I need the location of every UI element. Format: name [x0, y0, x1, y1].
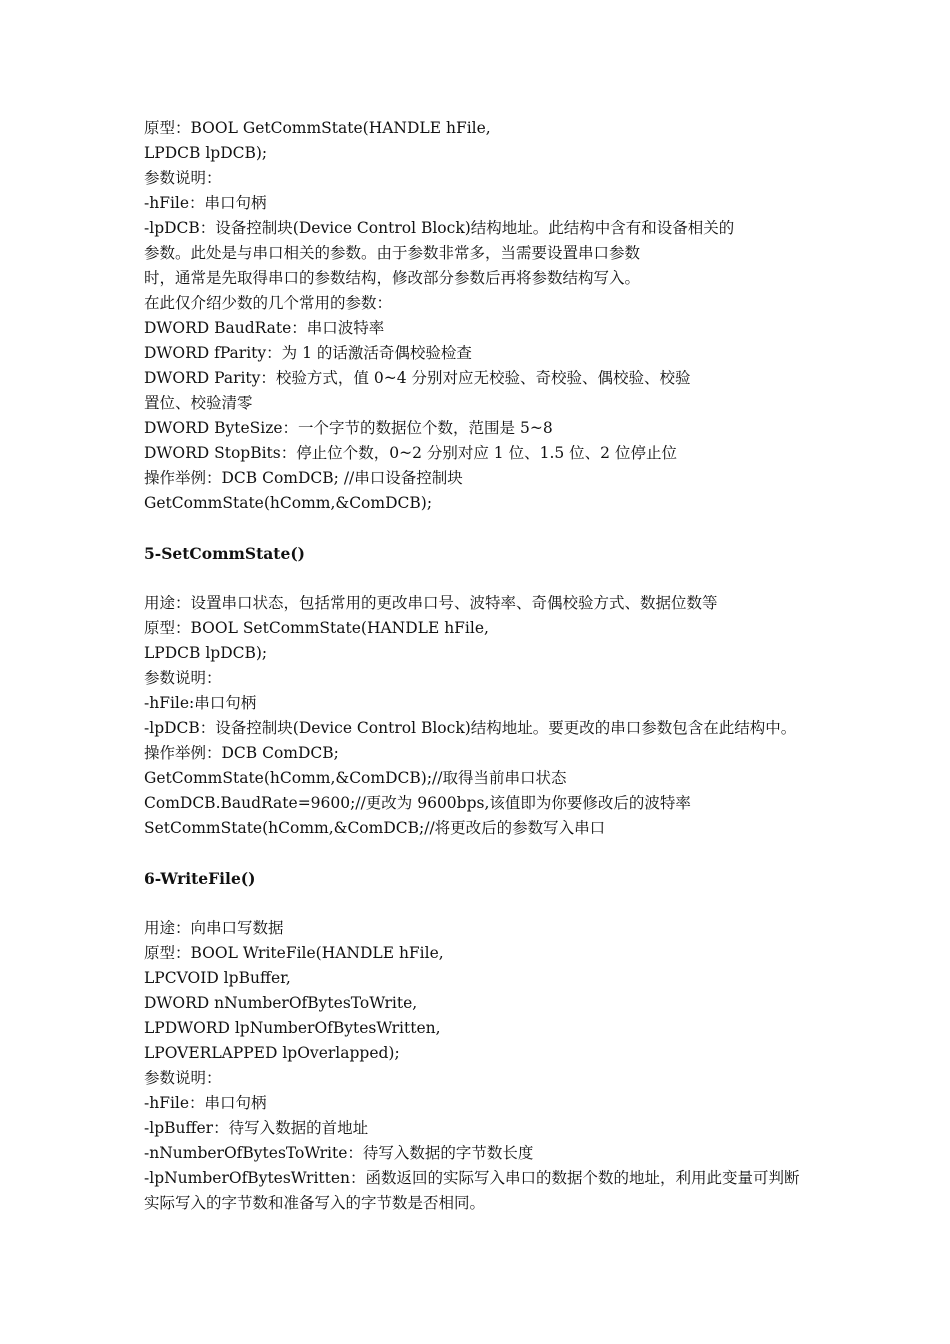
blank-line — [144, 841, 824, 866]
text-line: 参数说明： — [144, 169, 222, 187]
text-line: -lpDCB：设备控制块(Device Control Block)结构地址。要更改的串口参数包含在此结构中。 — [144, 719, 797, 737]
text-line: 原型：BOOL GetCommState(HANDLE hFile, — [144, 119, 491, 137]
text-line: 参数。此处是与串口相关的参数。由于参数非常多，当需要设置串口参数 — [144, 244, 641, 262]
text-line: 用途：设置串口状态，包括常用的更改串口号、波特率、奇偶校验方式、数据位数等 — [144, 594, 718, 612]
text-line: -lpBuffer：待写入数据的首地址 — [144, 1119, 369, 1137]
text-line: 原型：BOOL WriteFile(HANDLE hFile, — [144, 944, 444, 962]
text-line: DWORD ByteSize：一个字节的数据位个数，范围是 5~8 — [144, 419, 553, 437]
text-line: 操作举例：DCB ComDCB; — [144, 744, 339, 762]
text-line: -lpNumberOfBytesWritten：函数返回的实际写入串口的数据个数的地址，利用此变量可判断 — [144, 1169, 800, 1187]
text-line: 操作举例：DCB ComDCB; //串口设备控制块 — [144, 469, 463, 487]
text-line: DWORD Parity：校验方式，值 0~4 分别对应无校验、奇校验、偶校验、校验 — [144, 369, 691, 387]
text-line: GetCommState(hComm,&ComDCB); — [144, 494, 433, 512]
text-line: 在此仅介绍少数的几个常用的参数： — [144, 294, 393, 312]
text-line: 时，通常是先取得串口的参数结构，修改部分参数后再将参数结构写入。 — [144, 269, 641, 287]
blank-line — [144, 516, 824, 541]
document-body — [144, 116, 824, 1216]
text-line: -hFile:串口句柄 — [144, 694, 257, 712]
text-line: 实际写入的字节数和准备写入的字节数是否相同。 — [144, 1194, 486, 1212]
text-line: DWORD BaudRate：串口波特率 — [144, 319, 385, 337]
text-line: 用途：向串口写数据 — [144, 919, 284, 937]
text-line: 参数说明： — [144, 669, 222, 687]
text-line: 置位、校验清零 — [144, 394, 253, 412]
text-line: LPOVERLAPPED lpOverlapped); — [144, 1044, 400, 1062]
text-line: -nNumberOfBytesToWrite：待写入数据的字节数长度 — [144, 1144, 534, 1162]
text-line: DWORD StopBits：停止位个数，0~2 分别对应 1 位、1.5 位、2 位停止位 — [144, 444, 677, 462]
text-line: 参数说明： — [144, 1069, 222, 1087]
text-line: ComDCB.BaudRate=9600;//更改为 9600bps,该值即为你要修改后的波特率 — [144, 794, 691, 812]
text-line: LPDCB lpDCB); — [144, 644, 268, 662]
section-heading-writefile: 6-WriteFile() — [144, 869, 256, 888]
section-heading-setcommstate: 5-SetCommState() — [144, 544, 305, 563]
blank-line — [144, 566, 824, 591]
text-line: DWORD fParity：为 1 的话激活奇偶校验检查 — [144, 344, 472, 362]
text-line: GetCommState(hComm,&ComDCB);//取得当前串口状态 — [144, 769, 567, 787]
blank-line — [144, 891, 824, 916]
text-line: -hFile：串口句柄 — [144, 194, 267, 212]
text-line: LPDCB lpDCB); — [144, 144, 268, 162]
text-line: LPCVOID lpBuffer, — [144, 969, 291, 987]
text-line: SetCommState(hComm,&ComDCB;//将更改后的参数写入串口 — [144, 819, 606, 837]
text-line: -lpDCB：设备控制块(Device Control Block)结构地址。此结构中含有和设备相关的 — [144, 219, 735, 237]
text-line: LPDWORD lpNumberOfBytesWritten, — [144, 1019, 441, 1037]
text-line: 原型：BOOL SetCommState(HANDLE hFile, — [144, 619, 489, 637]
text-line: -hFile：串口句柄 — [144, 1094, 267, 1112]
text-line: DWORD nNumberOfBytesToWrite, — [144, 994, 418, 1012]
